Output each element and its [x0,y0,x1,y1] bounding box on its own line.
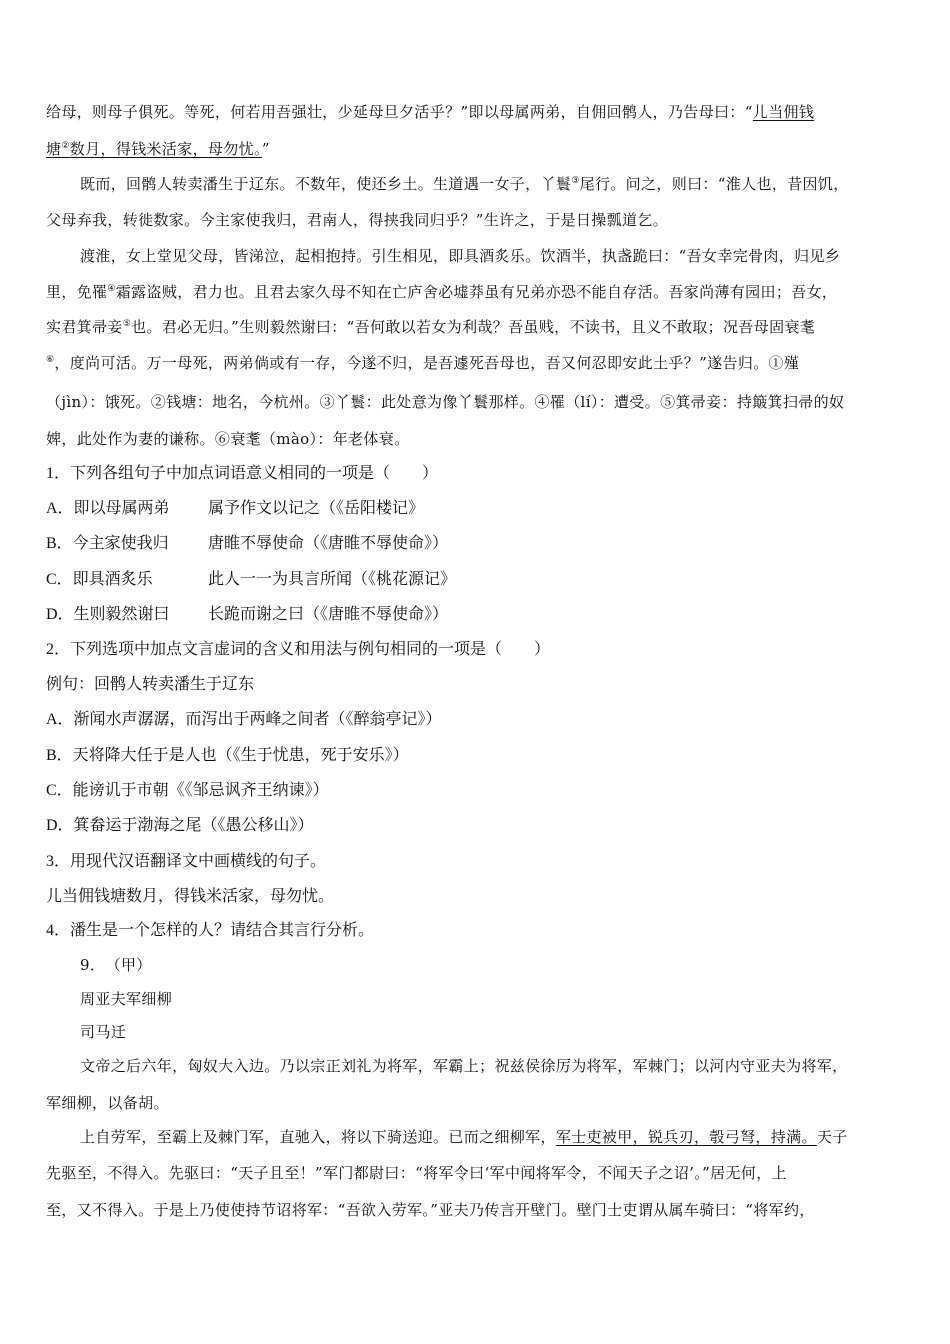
q2-option-c: C．能谤讥于市朝《《邹忌讽齐王纳谏》） [46,782,329,799]
q2-option-b: B．天将降大任于是人也（《生于忧患，死于安乐》） [46,747,409,764]
q2-option-d: D．箕畚运于渤海之尾（《愚公移山》） [46,817,314,834]
classical-text-line: 文帝之后六年，匈奴大入边。乃以宗正刘礼为将军，军霸上；祝兹侯徐厉为将军，军棘门；以河内守亚夫为将军， [80,1057,848,1075]
classical-text-line: 军细柳，以备胡。 [46,1094,169,1112]
question-4: 4．潘生是一个怎样的人？请结合其言行分析。 [46,922,375,939]
passage-line: 里，免罹④霜露盗贼，君力也。且君去家久母不知在亡庐舍必墟莽虽有兄弟亦恐不能自存活。吾家尚薄有园田；吾女， [46,283,838,301]
q2-option-a: A．渐闻水声潺潺，而泻出于两峰之间者（《醉翁亭记》） [46,711,442,728]
section-heading: 9． （甲） [80,956,152,974]
classical-text-line: 上自劳军，至霸上及棘门军，直驰入，将以下骑送迎。已而之细柳军，军士吏被甲，锐兵刃，彀弓弩，持满。天子 [80,1128,848,1146]
passage-line: 父母弃我，转徙数家。今主家使我归，君南人，得挟我同归乎？”生许之，于是日操瓢道乞。 [46,211,669,229]
q1-option-b: B．今主家使我归 唐睢不辱使命（《唐睢不辱使命》） [46,535,449,552]
q1-option-a: A．即以母属两弟 属予作文以记之（《岳阳楼记》 [46,500,425,517]
q3-sentence: 儿当佣钱塘数月，得钱米活家，母勿忧。 [46,888,335,905]
footnotes-line: 婢，此处作为妻的谦称。⑥衰耄（mào）：年老体衰。 [46,430,410,448]
underlined-sentence: 军士吏被甲，锐兵刃，彀弓弩，持满。 [555,1128,817,1146]
footnotes-line: （jìn）：饿死。②钱塘：地名，今杭州。③丫鬟：此处意为像丫鬟那样。④罹（lí）：遭受。⑤箕帚妾：持簸箕扫帚的奴 [46,393,845,411]
passage-line: 实君箕帚妾⑤也。君必无归。”生则毅然谢曰：“吾何敢以若女为利哉？吾虽贱，不读书，且义不敢取；况吾母固衰耄 [46,318,816,336]
classical-text-line: 至，又不得入。于是上乃使使持节诏将军：“吾欲入劳军。”亚夫乃传言开壁门。壁门士吏谓从属车骑曰：“将军约， [46,1201,815,1219]
question-2: 2．下列选项中加点文言虚词的含义和用法与例句相同的一项是（ ） [46,641,551,658]
classical-text-line: 先驱至，不得入。先驱曰：“天子且至！”军门都尉曰：“将军令曰‘军中闻将军令，不闻天子之诏’。”居无何，上 [46,1164,787,1182]
question-1: 1．下列各组句子中加点词语意义相同的一项是（ ） [46,465,439,482]
underlined-sentence: 儿当佣钱 [752,103,815,121]
passage-line: 给母，则母子俱死。等死，何若用吾强壮，少延母旦夕活乎？”即以母属两弟，自佣回鹘人，乃告母曰：“儿当佣钱 [46,103,815,121]
q1-option-c: C．即具酒炙乐 此人一一为具言所闻（《桃花源记》 [46,571,457,588]
passage-line: 塘②数月，得钱米活家，母勿忧。” [46,140,270,158]
section-author: 司马迁 [80,1023,127,1041]
passage-line: 渡淮，女上堂见父母，皆涕泣，起相抱持。引生相见，即具酒炙乐。饮酒半，执盏跪曰：“吾女幸完骨肉，归见乡 [80,247,841,265]
question-3: 3．用现代汉语翻译文中画横线的句子。 [46,853,327,870]
q2-example: 例句：回鹘人转卖潘生于辽东 [46,676,255,693]
section-title: 周亚夫军细柳 [80,990,173,1008]
passage-line: ⑥，度尚可活。万一母死，两弟倘或有一存，今遂不归，是吾遽死吾母也，吾又何忍即安此土乎？”遂告归。①殣 [46,354,800,372]
passage-line: 既而，回鹘人转卖潘生于辽东。不数年，使还乡土。生道遇一女子，丫鬟③尾行。问之，则曰：“淮人也，昔因饥， [80,175,849,193]
q1-option-d: D．生则毅然谢曰 长跪而谢之曰（《唐睢不辱使命》） [46,606,449,623]
underlined-sentence: 塘②数月，得钱米活家，母勿忧。 [46,140,262,158]
